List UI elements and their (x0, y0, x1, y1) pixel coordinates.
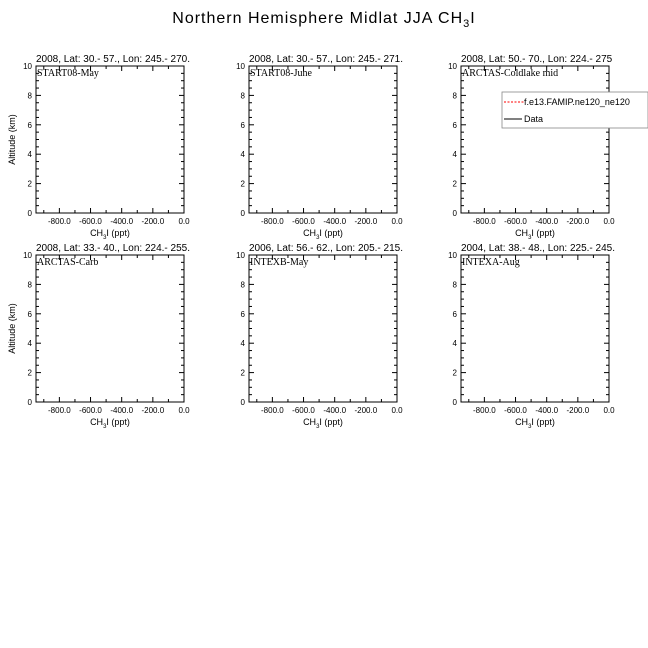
x-axis-label-main: CH (303, 228, 317, 238)
x-tick-label: -800.0 (473, 406, 496, 415)
panel-title: 2006, Lat: 56.- 62., Lon: 205.- 215. (249, 243, 404, 254)
y-tick-label: 10 (448, 251, 457, 260)
y-tick-label: 10 (23, 62, 32, 71)
y-tick-label: 6 (452, 309, 457, 319)
x-tick-label: -800.0 (261, 217, 284, 226)
y-tick-label: 2 (240, 368, 245, 378)
x-tick-label: -400.0 (110, 406, 134, 415)
y-tick-label: 6 (240, 309, 245, 319)
y-tick-label: 0 (452, 398, 457, 407)
legend (502, 92, 648, 128)
y-tick-label: 2 (240, 179, 245, 189)
x-axis-label-subscript: 3 (528, 235, 532, 241)
y-tick-label: 8 (240, 91, 245, 101)
y-tick-label: 8 (452, 91, 457, 101)
y-tick-label: 8 (452, 280, 457, 290)
x-axis-label-tail: I (ppt) (531, 417, 555, 427)
x-tick-label: -400.0 (535, 406, 559, 415)
x-tick-label: -800.0 (261, 406, 284, 415)
x-tick-label: -200.0 (354, 406, 378, 415)
legend-model-label: f.e13.FAMIP.ne120_ne120 (524, 97, 630, 107)
y-tick-label: 6 (27, 120, 32, 130)
y-tick-label: 4 (240, 339, 245, 349)
campaign-label: START08-May (37, 68, 99, 79)
plot-frame (249, 66, 397, 213)
x-tick-label: -600.0 (292, 406, 315, 415)
chart-panel-5 (236, 243, 403, 430)
x-axis-label (303, 228, 343, 241)
x-axis-label-subscript: 3 (528, 424, 532, 430)
y-tick-label: 0 (27, 398, 32, 407)
chart-panel-4 (7, 243, 190, 430)
x-axis-label (515, 417, 555, 430)
x-tick-label: -400.0 (323, 406, 347, 415)
y-tick-label: 8 (27, 280, 32, 290)
y-tick-label: 6 (27, 309, 32, 319)
x-tick-label: -200.0 (566, 406, 590, 415)
plot-frame (36, 66, 184, 213)
plot-frame (36, 255, 184, 402)
x-axis-label-tail: I (ppt) (531, 228, 555, 238)
figure-title-tail: I (470, 10, 476, 27)
x-tick-label: -600.0 (504, 217, 527, 226)
x-axis-label-main: CH (515, 417, 529, 427)
x-tick-label: -800.0 (48, 217, 71, 226)
campaign-label: INTEXB-May (250, 257, 309, 268)
plot-frame (249, 255, 397, 402)
x-axis-label-subscript: 3 (103, 235, 107, 241)
x-tick-label: -600.0 (79, 217, 102, 226)
campaign-label: ARCTAS-Coldlake mid (462, 68, 559, 79)
x-tick-label: -600.0 (504, 406, 527, 415)
x-tick-label: -200.0 (354, 217, 378, 226)
figure-title (172, 10, 475, 30)
x-axis-label (90, 228, 130, 241)
x-axis-label-main: CH (90, 417, 104, 427)
x-axis-label-tail: I (ppt) (106, 228, 130, 238)
x-tick-label: 0.0 (178, 217, 190, 226)
x-tick-label: -200.0 (141, 406, 165, 415)
x-tick-label: -600.0 (292, 217, 315, 226)
campaign-label: ARCTAS-Carb (37, 257, 99, 268)
plot-frame (461, 255, 609, 402)
x-tick-label: 0.0 (603, 217, 615, 226)
chart-panel-6 (448, 243, 615, 430)
y-tick-label: 0 (27, 209, 32, 218)
y-tick-label: 8 (27, 91, 32, 101)
chart-panel-1 (7, 54, 190, 241)
x-axis-label-main: CH (515, 228, 529, 238)
y-tick-label: 2 (27, 179, 32, 189)
figure-title-subscript: 3 (463, 18, 471, 30)
x-axis-label (515, 228, 555, 241)
campaign-label: START08-June (250, 68, 312, 79)
y-tick-label: 2 (27, 368, 32, 378)
panel-title: 2008, Lat: 50.- 70., Lon: 224.- 275 (461, 54, 613, 65)
y-tick-label: 6 (240, 120, 245, 130)
y-tick-label: 10 (236, 251, 245, 260)
chart-panel-3 (448, 54, 648, 241)
x-axis-label (303, 417, 343, 430)
y-axis-label: Altitude (km) (7, 114, 17, 165)
y-tick-label: 6 (452, 120, 457, 130)
x-axis-label (90, 417, 130, 430)
y-tick-label: 4 (240, 150, 245, 160)
x-axis-label-subscript: 3 (103, 424, 107, 430)
legend-data-label: Data (524, 114, 544, 124)
x-tick-label: -400.0 (535, 217, 559, 226)
y-tick-label: 4 (452, 339, 457, 349)
x-tick-label: -200.0 (566, 217, 590, 226)
figure-title-main: Northern Hemisphere Midlat JJA CH (172, 10, 464, 27)
y-tick-label: 10 (448, 62, 457, 71)
y-tick-label: 0 (240, 398, 245, 407)
panel-title: 2008, Lat: 30.- 57., Lon: 245.- 270. (36, 54, 191, 65)
y-tick-label: 4 (27, 339, 32, 349)
x-axis-label-subscript: 3 (316, 424, 320, 430)
y-tick-label: 0 (240, 209, 245, 218)
y-axis-label: Altitude (km) (7, 303, 17, 354)
x-axis-label-subscript: 3 (316, 235, 320, 241)
y-tick-label: 4 (452, 150, 457, 160)
panels (7, 54, 648, 430)
x-axis-label-main: CH (90, 228, 104, 238)
panel-title: 2004, Lat: 38.- 48., Lon: 225.- 245. (461, 243, 616, 254)
chart-panel-2 (236, 54, 403, 241)
x-tick-label: -600.0 (79, 406, 102, 415)
x-axis-label-main: CH (303, 417, 317, 427)
y-tick-label: 4 (27, 150, 32, 160)
x-axis-label-tail: I (ppt) (319, 228, 343, 238)
y-tick-label: 10 (236, 62, 245, 71)
x-axis-label-tail: I (ppt) (319, 417, 343, 427)
y-tick-label: 2 (452, 179, 457, 189)
panel-title: 2008, Lat: 33.- 40., Lon: 224.- 255. (36, 243, 191, 254)
plot-frame (461, 66, 609, 213)
y-tick-label: 10 (23, 251, 32, 260)
x-tick-label: -800.0 (473, 217, 496, 226)
campaign-label: INTEXA-Aug (462, 257, 520, 268)
panel-title: 2008, Lat: 30.- 57., Lon: 245.- 271. (249, 54, 404, 65)
x-tick-label: -400.0 (110, 217, 134, 226)
x-tick-label: -400.0 (323, 217, 347, 226)
x-tick-label: 0.0 (178, 406, 190, 415)
y-tick-label: 8 (240, 280, 245, 290)
x-tick-label: 0.0 (603, 406, 615, 415)
x-tick-label: 0.0 (391, 217, 403, 226)
x-tick-label: 0.0 (391, 406, 403, 415)
y-tick-label: 0 (452, 209, 457, 218)
x-axis-label-tail: I (ppt) (106, 417, 130, 427)
x-tick-label: -800.0 (48, 406, 71, 415)
x-tick-label: -200.0 (141, 217, 165, 226)
y-tick-label: 2 (452, 368, 457, 378)
